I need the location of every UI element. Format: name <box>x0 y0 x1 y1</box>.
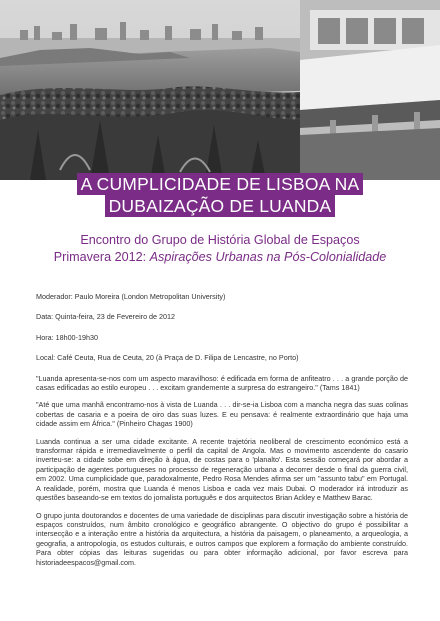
location-line: Local: Café Ceuta, Rua de Ceuta, 20 (à Praça de D. Filipa de Lencastre, no Porto) <box>36 353 299 363</box>
subtitle-line-1: Encontro do Grupo de História Global de Espaços <box>80 233 360 247</box>
subtitle-line-2-prefix: Primavera 2012: <box>53 250 150 264</box>
title-line-1: A CUMPLICIDADE DE LISBOA NA <box>77 173 364 195</box>
header-photo <box>0 0 440 180</box>
quote-tams: "Luanda apresenta-se-nos com um aspecto maravilhoso: é edificada em forma de anfiteatro . . . a grande porção de casas edificadas ao estilo europeu . . . excitam grandemente a surpresa do estrangeiro." (Tams 1841) <box>36 373 408 393</box>
title-line-2: DUBAIZAÇÃO DE LUANDA <box>105 195 336 217</box>
moderator-line: Moderador: Paulo Moreira (London Metropolitan University) <box>36 292 226 301</box>
subtitle-line-2-italic: Aspirações Urbanas na Pós-Colonialidade <box>149 250 387 264</box>
city-photo-graphic <box>0 0 440 180</box>
quote-pinheiro-chagas: "Até que uma manhã encontramo-nos à vista de Luanda . . . dir-se-ia Lisboa com a mancha negra das suas colinas cobertas de casaria e a poeira de oiro das suas luzes. E eu pensava: é realmente extraordinário que haja uma cidade assim em África." (Pinheiro Chagas 1900) <box>36 400 408 429</box>
group-paragraph: O grupo junta doutorandos e docentes de uma variedade de disciplinas para discutir investigação sobre a história de espaços construídos, num âmbito cronológico e geográfico abrangente. O objectivo do grupo é possibilitar a intersecção e a interação entre a história da arquitectura, a história da paisagem, o planeamento, a arqueologia, a geografia, a antropologia, os estudos culturais, e outros campos que explorem a formação do ambiente construído. Para obter cópias das leituras sugeridas ou para obter informação adicional, por favor escreva para historiadeespacos@gmail.com. <box>36 510 408 567</box>
date-line: Data: Quinta-feira, 23 de Fevereiro de 2012 <box>36 312 176 322</box>
description-paragraph: Luanda continua a ser uma cidade excitante. A recente trajetória neoliberal de crescimento económico está a transformar rápida e irremediavelmente o perfil da capital de Angola. Mas o movimento ascendente do casario inverteu-se: a cidade sobe em direção à água, de costas para o 'planalto'. Esta sessão começará por abordar a participação de agentes portugueses no processo de regeneração urbana a decorrer desde o final da guerra civil, em 2002. Uma cumplicidade que, paradoxalmente, Pedro Rosa Mendes afirma ser um "assunto tabu" em Portugal. A realidade, porém, mostra que Luanda é menos Lisboa e cada vez mais Dubai. O moderador irá introduzir as questões baseando-se em textos do jornalista português e dos arquitectos Brian Ackley e Matthew Barac. <box>36 436 408 503</box>
time-line: Hora: 18h00-19h30 <box>36 332 98 342</box>
event-subtitle <box>20 232 420 266</box>
subtitle-line-2 <box>20 249 420 266</box>
event-details <box>36 292 408 575</box>
event-title <box>0 173 440 217</box>
